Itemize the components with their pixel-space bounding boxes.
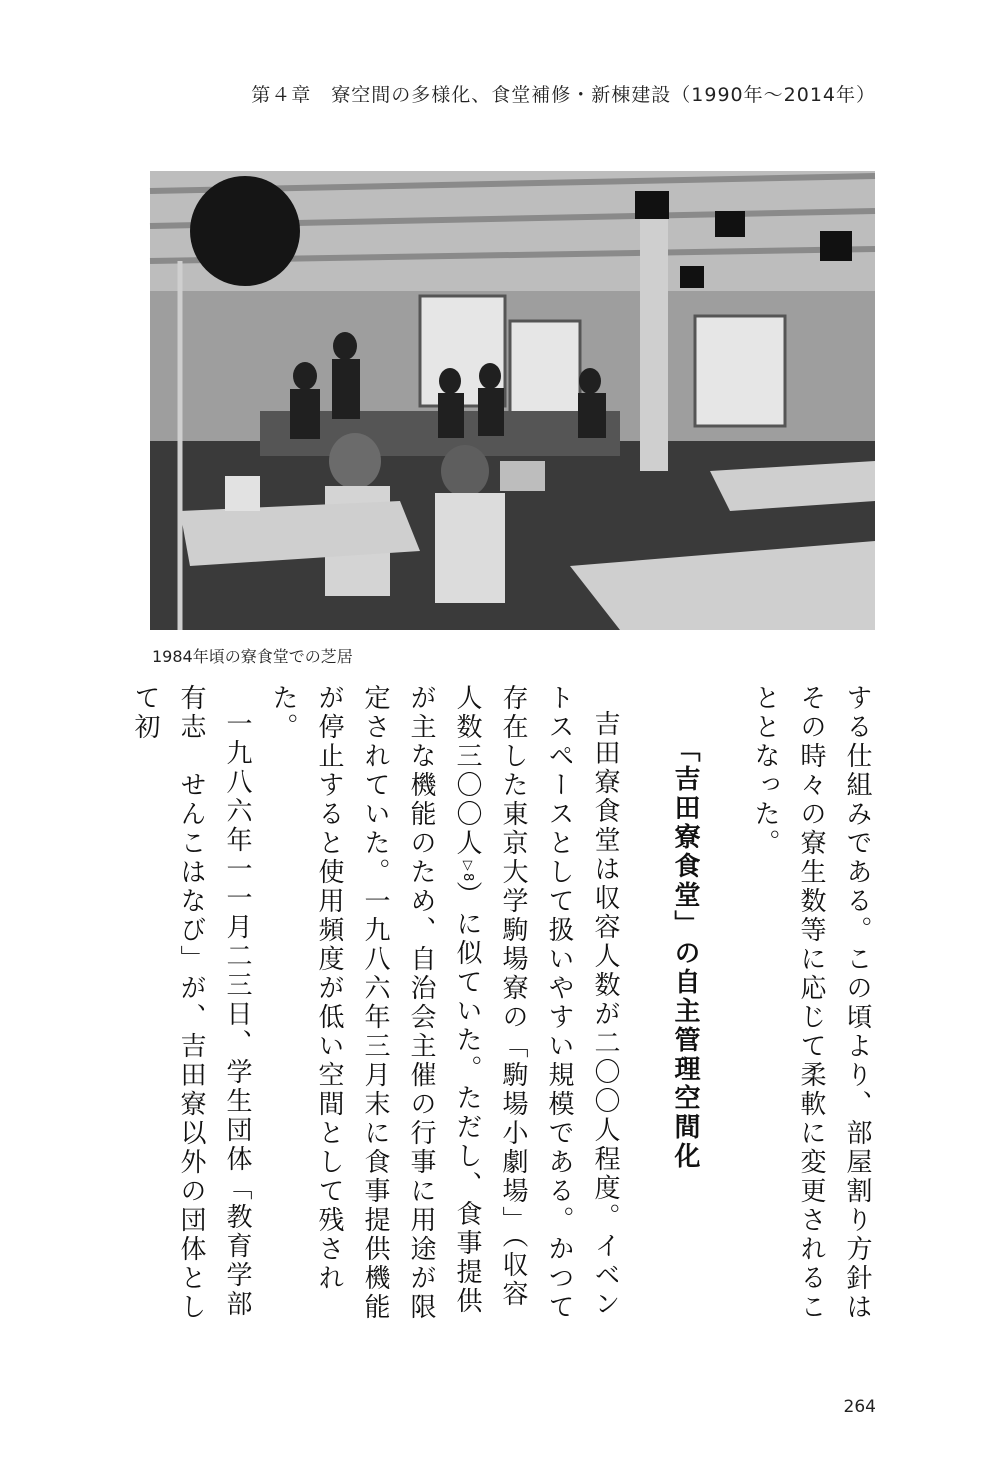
photo-illustration xyxy=(150,171,875,630)
paragraph-2-part-b: ）に似ていた。ただし、食事提供が主な機能のため、自治会主催の行事に用途が限定されていた。一九八六年三月末に食事提供機能が停止すると使用頻度が低い空間として残された。 xyxy=(268,684,482,1322)
photo-theater-performance xyxy=(150,171,875,630)
paragraph-1: する仕組みである。この頃より、部屋割り方針はその時々の寮生数等に応じて柔軟に変更されることとなった。 xyxy=(750,684,872,1322)
paragraph-2-part-a: 吉田寮食堂は収容人数が二〇〇人程度。イベントスペースとして扱いやすい規模である。かつて存在した東京大学駒場寮の「駒場小劇場」（収容人数三〇〇人 xyxy=(452,684,620,1322)
paragraph-3: 一九八六年一一月二三日、学生団体「教育学部有志 せんこはなび」が、吉田寮以外の団体として初 xyxy=(130,684,252,1322)
body-text xyxy=(130,684,880,1324)
photo-caption: 1984年頃の寮食堂での芝居 xyxy=(152,647,353,666)
note-reference: ▽8 xyxy=(460,858,475,882)
page-number: 264 xyxy=(843,1397,876,1417)
paragraph-2 xyxy=(260,684,628,1324)
section-heading: 「吉田寮食堂」の自主管理空間化 xyxy=(670,736,700,1171)
running-head: 第４章 寮空間の多様化、食堂補修・新棟建設（1990年〜2014年） xyxy=(251,84,876,106)
